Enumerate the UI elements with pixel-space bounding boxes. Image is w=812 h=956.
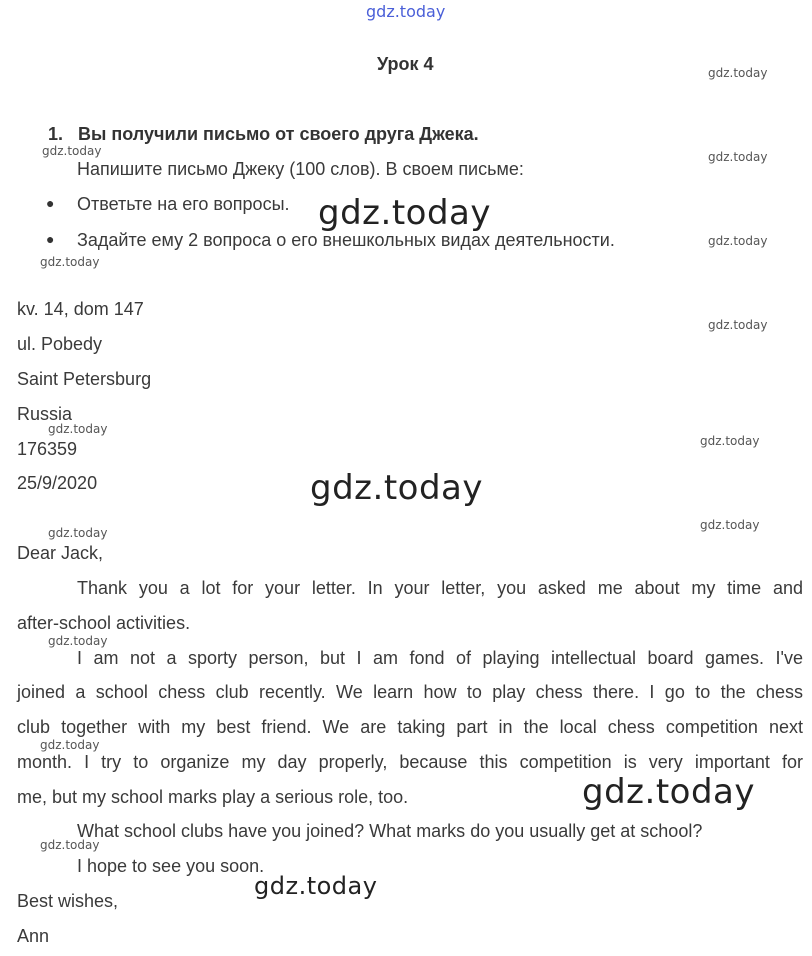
- task-instruction: Напишите письмо Джеку (100 слов). В своем письме:: [77, 159, 524, 179]
- watermark-small: gdz.today: [48, 526, 108, 540]
- task-number: 1.: [48, 124, 64, 144]
- letter-closing: Best wishes,: [17, 891, 119, 911]
- watermark-small: gdz.today: [708, 234, 768, 248]
- letter-date: 25/9/2020: [17, 473, 98, 493]
- watermark-small: gdz.today: [40, 255, 100, 269]
- letter-signature: Ann: [17, 926, 50, 946]
- address-line: Saint Petersburg: [17, 369, 152, 389]
- bullet-icon: ●: [46, 231, 55, 247]
- letter-greeting: Dear Jack,: [17, 543, 104, 563]
- watermark-small: gdz.today: [42, 144, 102, 158]
- watermark-large: gdz.today: [318, 193, 491, 233]
- watermark-small: gdz.today: [48, 634, 108, 648]
- letter-line: club together with my best friend. We are taking part in the local chess competition next: [17, 717, 803, 737]
- letter-line: joined a school chess club recently. We learn how to play chess there. I go to the chess: [17, 682, 803, 702]
- lesson-title: Урок 4: [377, 54, 434, 74]
- watermark-large: gdz.today: [254, 872, 378, 900]
- watermark-small: gdz.today: [700, 518, 760, 532]
- letter-line: after-school activities.: [17, 613, 191, 633]
- letter-line: Thank you a lot for your letter. In your letter, you asked me about my time and: [77, 578, 803, 598]
- watermark-top: gdz.today: [366, 2, 446, 21]
- letter-line: What school clubs have you joined? What marks do you usually get at school?: [77, 821, 703, 841]
- letter-line: month. I try to organize my day properly, because this competition is very important for: [17, 752, 803, 772]
- address-line: 176359: [17, 439, 78, 459]
- watermark-small: gdz.today: [48, 422, 108, 436]
- address-line: Russia: [17, 404, 73, 424]
- watermark-large: gdz.today: [310, 468, 483, 508]
- watermark-small: gdz.today: [700, 434, 760, 448]
- watermark-small: gdz.today: [708, 150, 768, 164]
- watermark-small: gdz.today: [40, 838, 100, 852]
- watermark-large: gdz.today: [582, 772, 755, 812]
- task-heading: Вы получили письмо от своего друга Джека.: [78, 124, 479, 144]
- watermark-small: gdz.today: [40, 738, 100, 752]
- address-line: ul. Pobedy: [17, 334, 103, 354]
- bullet-icon: ●: [46, 195, 55, 211]
- watermark-small: gdz.today: [708, 318, 768, 332]
- task-bullet: Задайте ему 2 вопроса о его внешкольных видах деятельности.: [77, 230, 615, 250]
- letter-line: I am not a sporty person, but I am fond of playing intellectual board games. I've: [77, 648, 803, 668]
- watermark-small: gdz.today: [708, 66, 768, 80]
- address-line: kv. 14, dom 147: [17, 299, 144, 319]
- task-bullet: Ответьте на его вопросы.: [77, 194, 290, 214]
- letter-line: me, but my school marks play a serious role, too.: [17, 787, 409, 807]
- letter-line: I hope to see you soon.: [77, 856, 265, 876]
